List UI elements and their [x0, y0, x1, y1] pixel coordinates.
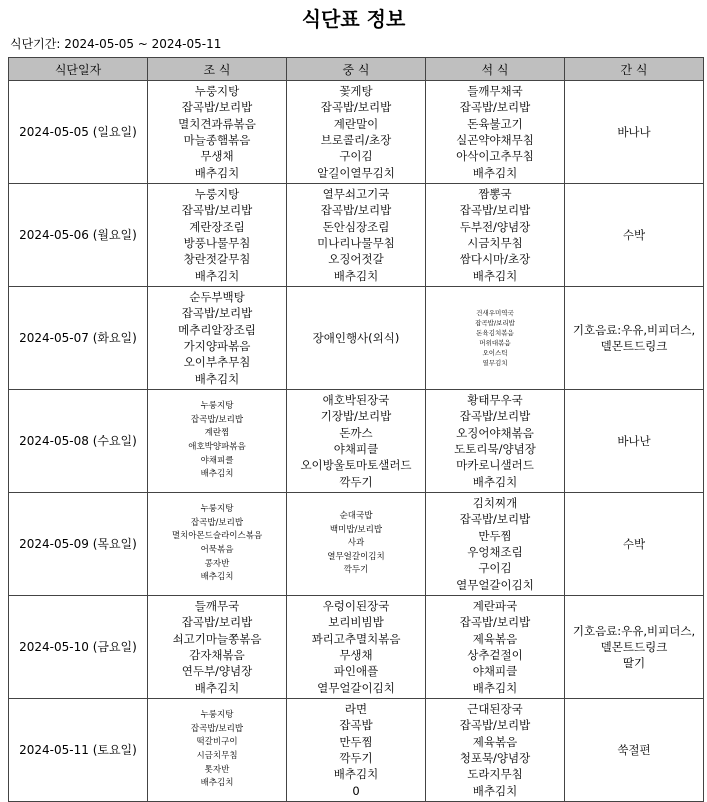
lunch-item: 브로콜리/초장 — [320, 133, 392, 147]
dinner-item: 돈육김치볶음 — [476, 329, 514, 337]
header-lunch: 중 식 — [287, 58, 426, 81]
lunch-item: 배추김치 — [333, 268, 379, 283]
breakfast-item: 계란장조림 — [189, 219, 245, 234]
breakfast-item: 배추김치 — [194, 371, 240, 386]
table-row — [9, 184, 704, 287]
lunch-item: 애호박된장국 — [322, 392, 390, 407]
meal-date: 2024-05-10 (금요일) — [9, 596, 148, 699]
lunch-cell — [287, 699, 426, 802]
dinner-item: 청포묵/양념장 — [459, 751, 531, 765]
dinner-item: 잡곡밥/보리밥 — [459, 615, 531, 630]
meal-date: 2024-05-05 (일요일) — [9, 81, 148, 184]
breakfast-item: 배추김치 — [200, 572, 234, 583]
meal-table — [8, 57, 704, 802]
breakfast-item: 멸치아몬드슬라이스볶음 — [171, 531, 263, 542]
lunch-item: 깍두기 — [339, 751, 373, 765]
snack-cell — [565, 184, 704, 287]
lunch-item: 돈까스 — [339, 425, 373, 440]
lunch-item: 열무쇠고기국 — [322, 186, 390, 201]
breakfast-item: 시금치무침 — [196, 751, 238, 761]
breakfast-item: 순두부백탕 — [189, 289, 245, 304]
header-snack: 간 식 — [565, 58, 704, 81]
snack-cell — [565, 493, 704, 596]
snack-item: 델몬트드링크 — [600, 339, 668, 353]
dinner-item: 돈육불고기 — [467, 116, 523, 131]
dinner-item: 잡곡밥/보리밥 — [459, 512, 531, 527]
lunch-item: 깍두기 — [343, 565, 369, 576]
dinner-cell — [426, 287, 565, 390]
dinner-item: 제육볶음 — [472, 734, 518, 749]
lunch-item: 우렁이된장국 — [322, 598, 390, 613]
dinner-item: 배추김치 — [472, 680, 518, 695]
breakfast-item: 톳자반 — [204, 764, 230, 775]
lunch-item: 깍두기 — [339, 474, 373, 489]
dinner-item: 짬뽕국 — [478, 186, 512, 201]
lunch-item: 기장밥/보리밥 — [320, 409, 392, 424]
breakfast-item: 누룽지탕 — [194, 83, 240, 98]
lunch-item: 보리비빔밥 — [328, 615, 384, 630]
dinner-item: 근대된장국 — [467, 701, 523, 716]
meal-date: 2024-05-09 (목요일) — [9, 493, 148, 596]
breakfast-item: 애호박양파볶음 — [188, 442, 246, 452]
breakfast-cell — [148, 699, 287, 802]
breakfast-item: 콩자반 — [204, 558, 230, 569]
dinner-item: 마카로니샐러드 — [456, 458, 534, 473]
dinner-item: 배추김치 — [472, 783, 518, 798]
table-row — [9, 81, 704, 184]
snack-item: 기호음료:우유,비피더스, — [572, 323, 696, 337]
dinner-item: 만두찜 — [478, 528, 512, 543]
breakfast-item: 배추김치 — [194, 680, 240, 695]
breakfast-item: 잡곡밥/보리밥 — [190, 723, 244, 734]
breakfast-item: 무생채 — [200, 149, 234, 164]
dinner-cell — [426, 81, 565, 184]
dinner-item: 잡곡밥/보리밥 — [475, 319, 515, 327]
dinner-item: 머위대볶음 — [479, 339, 511, 347]
snack-item: 바나난 — [617, 434, 651, 448]
lunch-item: 돈안심장조림 — [322, 219, 390, 234]
lunch-cell — [287, 184, 426, 287]
breakfast-item: 잡곡밥/보리밥 — [190, 517, 244, 528]
breakfast-item: 잡곡밥/보리밥 — [181, 615, 253, 630]
dinner-item: 오이스틱 — [482, 349, 508, 357]
breakfast-item: 누룽지탕 — [200, 504, 234, 515]
breakfast-item: 잡곡밥/보리밥 — [181, 100, 253, 115]
breakfast-item: 잡곡밥/보리밥 — [181, 203, 253, 218]
dinner-item: 우엉채조림 — [467, 545, 523, 559]
breakfast-item: 배추김치 — [194, 165, 240, 180]
breakfast-item: 감자채볶음 — [189, 648, 245, 662]
dinner-cell — [426, 184, 565, 287]
breakfast-item: 오이부추무침 — [183, 355, 251, 370]
breakfast-item: 잡곡밥/보리밥 — [181, 306, 253, 321]
dinner-item: 오징어야채볶음 — [456, 425, 534, 440]
meal-date: 2024-05-11 (토요일) — [9, 699, 148, 802]
breakfast-item: 방풍나물무침 — [183, 236, 251, 250]
table-header-row — [9, 58, 704, 81]
lunch-item: 순대국밥 — [339, 511, 373, 522]
breakfast-item: 떡갈비구이 — [196, 737, 238, 748]
lunch-item: 꽃게탕 — [339, 83, 373, 98]
breakfast-item: 야채피클 — [200, 455, 234, 466]
dinner-cell — [426, 390, 565, 493]
lunch-item: 열무얼갈이김치 — [317, 680, 395, 695]
breakfast-item: 누룽지탕 — [194, 186, 240, 201]
table-row — [9, 699, 704, 802]
breakfast-item: 잡곡밥/보리밥 — [190, 414, 244, 425]
dinner-item: 구이김 — [478, 561, 512, 576]
breakfast-cell — [148, 596, 287, 699]
lunch-item: 장애인행사(외식) — [312, 330, 400, 345]
lunch-item: 잡곡밥/보리밥 — [320, 100, 392, 115]
lunch-item: 잡곡밥/보리밥 — [320, 203, 392, 218]
meal-date: 2024-05-06 (월요일) — [9, 184, 148, 287]
meal-date: 2024-05-07 (화요일) — [9, 287, 148, 390]
dinner-item: 열무얼갈이김치 — [456, 577, 534, 592]
lunch-item: 사과 — [347, 538, 365, 549]
breakfast-item: 누룽지탕 — [200, 710, 234, 721]
breakfast-cell — [148, 81, 287, 184]
snack-cell — [565, 699, 704, 802]
snack-cell — [565, 390, 704, 493]
meal-period: 식단기간: 2024-05-05 ~ 2024-05-11 — [10, 37, 222, 51]
dinner-item: 잡곡밥/보리밥 — [459, 718, 531, 733]
breakfast-item: 배추김치 — [200, 778, 234, 789]
snack-item: 수박 — [622, 228, 646, 242]
dinner-cell — [426, 493, 565, 596]
dinner-cell — [426, 596, 565, 699]
snack-item: 델몬트드링크 — [600, 640, 668, 654]
snack-item: 기호음료:우유,비피더스, — [572, 624, 696, 638]
snack-item: 수박 — [622, 537, 646, 551]
snack-cell — [565, 596, 704, 699]
dinner-item: 상추겉절이 — [467, 648, 523, 662]
lunch-item: 0 — [352, 783, 360, 798]
dinner-item: 도토리묵/양념장 — [454, 442, 536, 456]
lunch-cell — [287, 390, 426, 493]
dinner-item: 열무김치 — [482, 359, 508, 367]
dinner-item: 잡곡밥/보리밥 — [459, 203, 531, 218]
lunch-item: 열무얼갈이김치 — [327, 551, 385, 562]
dinner-item: 계란파국 — [472, 598, 518, 613]
snack-item: 쑥절편 — [617, 743, 651, 757]
breakfast-item: 가지양파볶음 — [183, 339, 251, 353]
dinner-item: 들깨무채국 — [467, 83, 523, 98]
breakfast-item: 쇠고기마늘쫑볶음 — [172, 631, 262, 646]
dinner-item: 황태무우국 — [467, 392, 523, 407]
dinner-item: 배추김치 — [472, 165, 518, 180]
header-dinner: 석 식 — [426, 58, 565, 81]
dinner-cell — [426, 699, 565, 802]
dinner-item: 잡곡밥/보리밥 — [459, 100, 531, 115]
lunch-item: 파인애플 — [333, 664, 379, 679]
lunch-item: 무생채 — [339, 648, 373, 662]
dinner-item: 배추김치 — [472, 474, 518, 489]
lunch-item: 꽈리고추멸치볶음 — [311, 631, 401, 646]
breakfast-item: 누룽지탕 — [200, 401, 234, 412]
breakfast-cell — [148, 184, 287, 287]
dinner-item: 실곤약야채무침 — [456, 133, 534, 147]
dinner-item: 배추김치 — [472, 268, 518, 283]
breakfast-item: 배추김치 — [194, 268, 240, 283]
dinner-item: 건새우미역국 — [476, 309, 514, 317]
lunch-item: 백미밥/보리밥 — [329, 524, 383, 535]
snack-item: 바나나 — [617, 125, 651, 139]
dinner-item: 제육볶음 — [472, 631, 518, 646]
dinner-item: 김치찌개 — [472, 495, 518, 510]
dinner-item: 잡곡밥/보리밥 — [459, 409, 531, 424]
lunch-item: 야채피클 — [333, 442, 379, 456]
lunch-item: 잡곡밥 — [339, 718, 373, 733]
lunch-item: 알길이열무김치 — [317, 165, 395, 180]
snack-item: 딸기 — [622, 656, 646, 670]
lunch-item: 배추김치 — [333, 767, 379, 782]
dinner-item: 야채피클 — [472, 664, 518, 679]
meal-table-body — [9, 81, 704, 802]
table-row — [9, 493, 704, 596]
header-date: 식단일자 — [9, 58, 148, 81]
breakfast-item: 연두부/양념장 — [181, 664, 253, 679]
header-breakfast: 조 식 — [148, 58, 287, 81]
breakfast-item: 배추김치 — [200, 469, 234, 480]
breakfast-cell — [148, 493, 287, 596]
dinner-item: 쌈다시마/초장 — [459, 252, 531, 267]
breakfast-item: 들깨무국 — [194, 598, 240, 613]
breakfast-item: 마늘종햄볶음 — [183, 133, 251, 147]
table-row — [9, 596, 704, 699]
table-row — [9, 390, 704, 493]
lunch-item: 오이방울토마토샐러드 — [300, 458, 412, 473]
breakfast-item: 계란찜 — [204, 428, 230, 439]
lunch-cell — [287, 81, 426, 184]
lunch-cell — [287, 287, 426, 390]
lunch-cell — [287, 493, 426, 596]
lunch-item: 오징어젓갈 — [328, 252, 384, 267]
breakfast-cell — [148, 287, 287, 390]
breakfast-item: 멸치견과류볶음 — [178, 116, 256, 131]
lunch-cell — [287, 596, 426, 699]
page-title: 식단표 정보 — [301, 7, 406, 31]
breakfast-item: 메추리알장조림 — [178, 322, 256, 337]
dinner-item: 아삭이고추무침 — [456, 149, 534, 164]
lunch-item: 라면 — [344, 701, 368, 716]
breakfast-cell — [148, 390, 287, 493]
lunch-item: 미나리나물무침 — [317, 236, 395, 250]
snack-cell — [565, 287, 704, 390]
dinner-item: 시금치무침 — [467, 236, 523, 250]
dinner-item: 두부전/양념장 — [459, 219, 531, 234]
snack-cell — [565, 81, 704, 184]
lunch-item: 만두찜 — [339, 734, 373, 749]
lunch-item: 계란말이 — [333, 116, 379, 131]
meal-date: 2024-05-08 (수요일) — [9, 390, 148, 493]
table-row — [9, 287, 704, 390]
dinner-item: 도라지무침 — [467, 767, 523, 782]
breakfast-item: 창란젓갈무침 — [183, 252, 251, 267]
breakfast-item: 어묵볶음 — [200, 545, 234, 555]
lunch-item: 구이김 — [339, 149, 373, 164]
